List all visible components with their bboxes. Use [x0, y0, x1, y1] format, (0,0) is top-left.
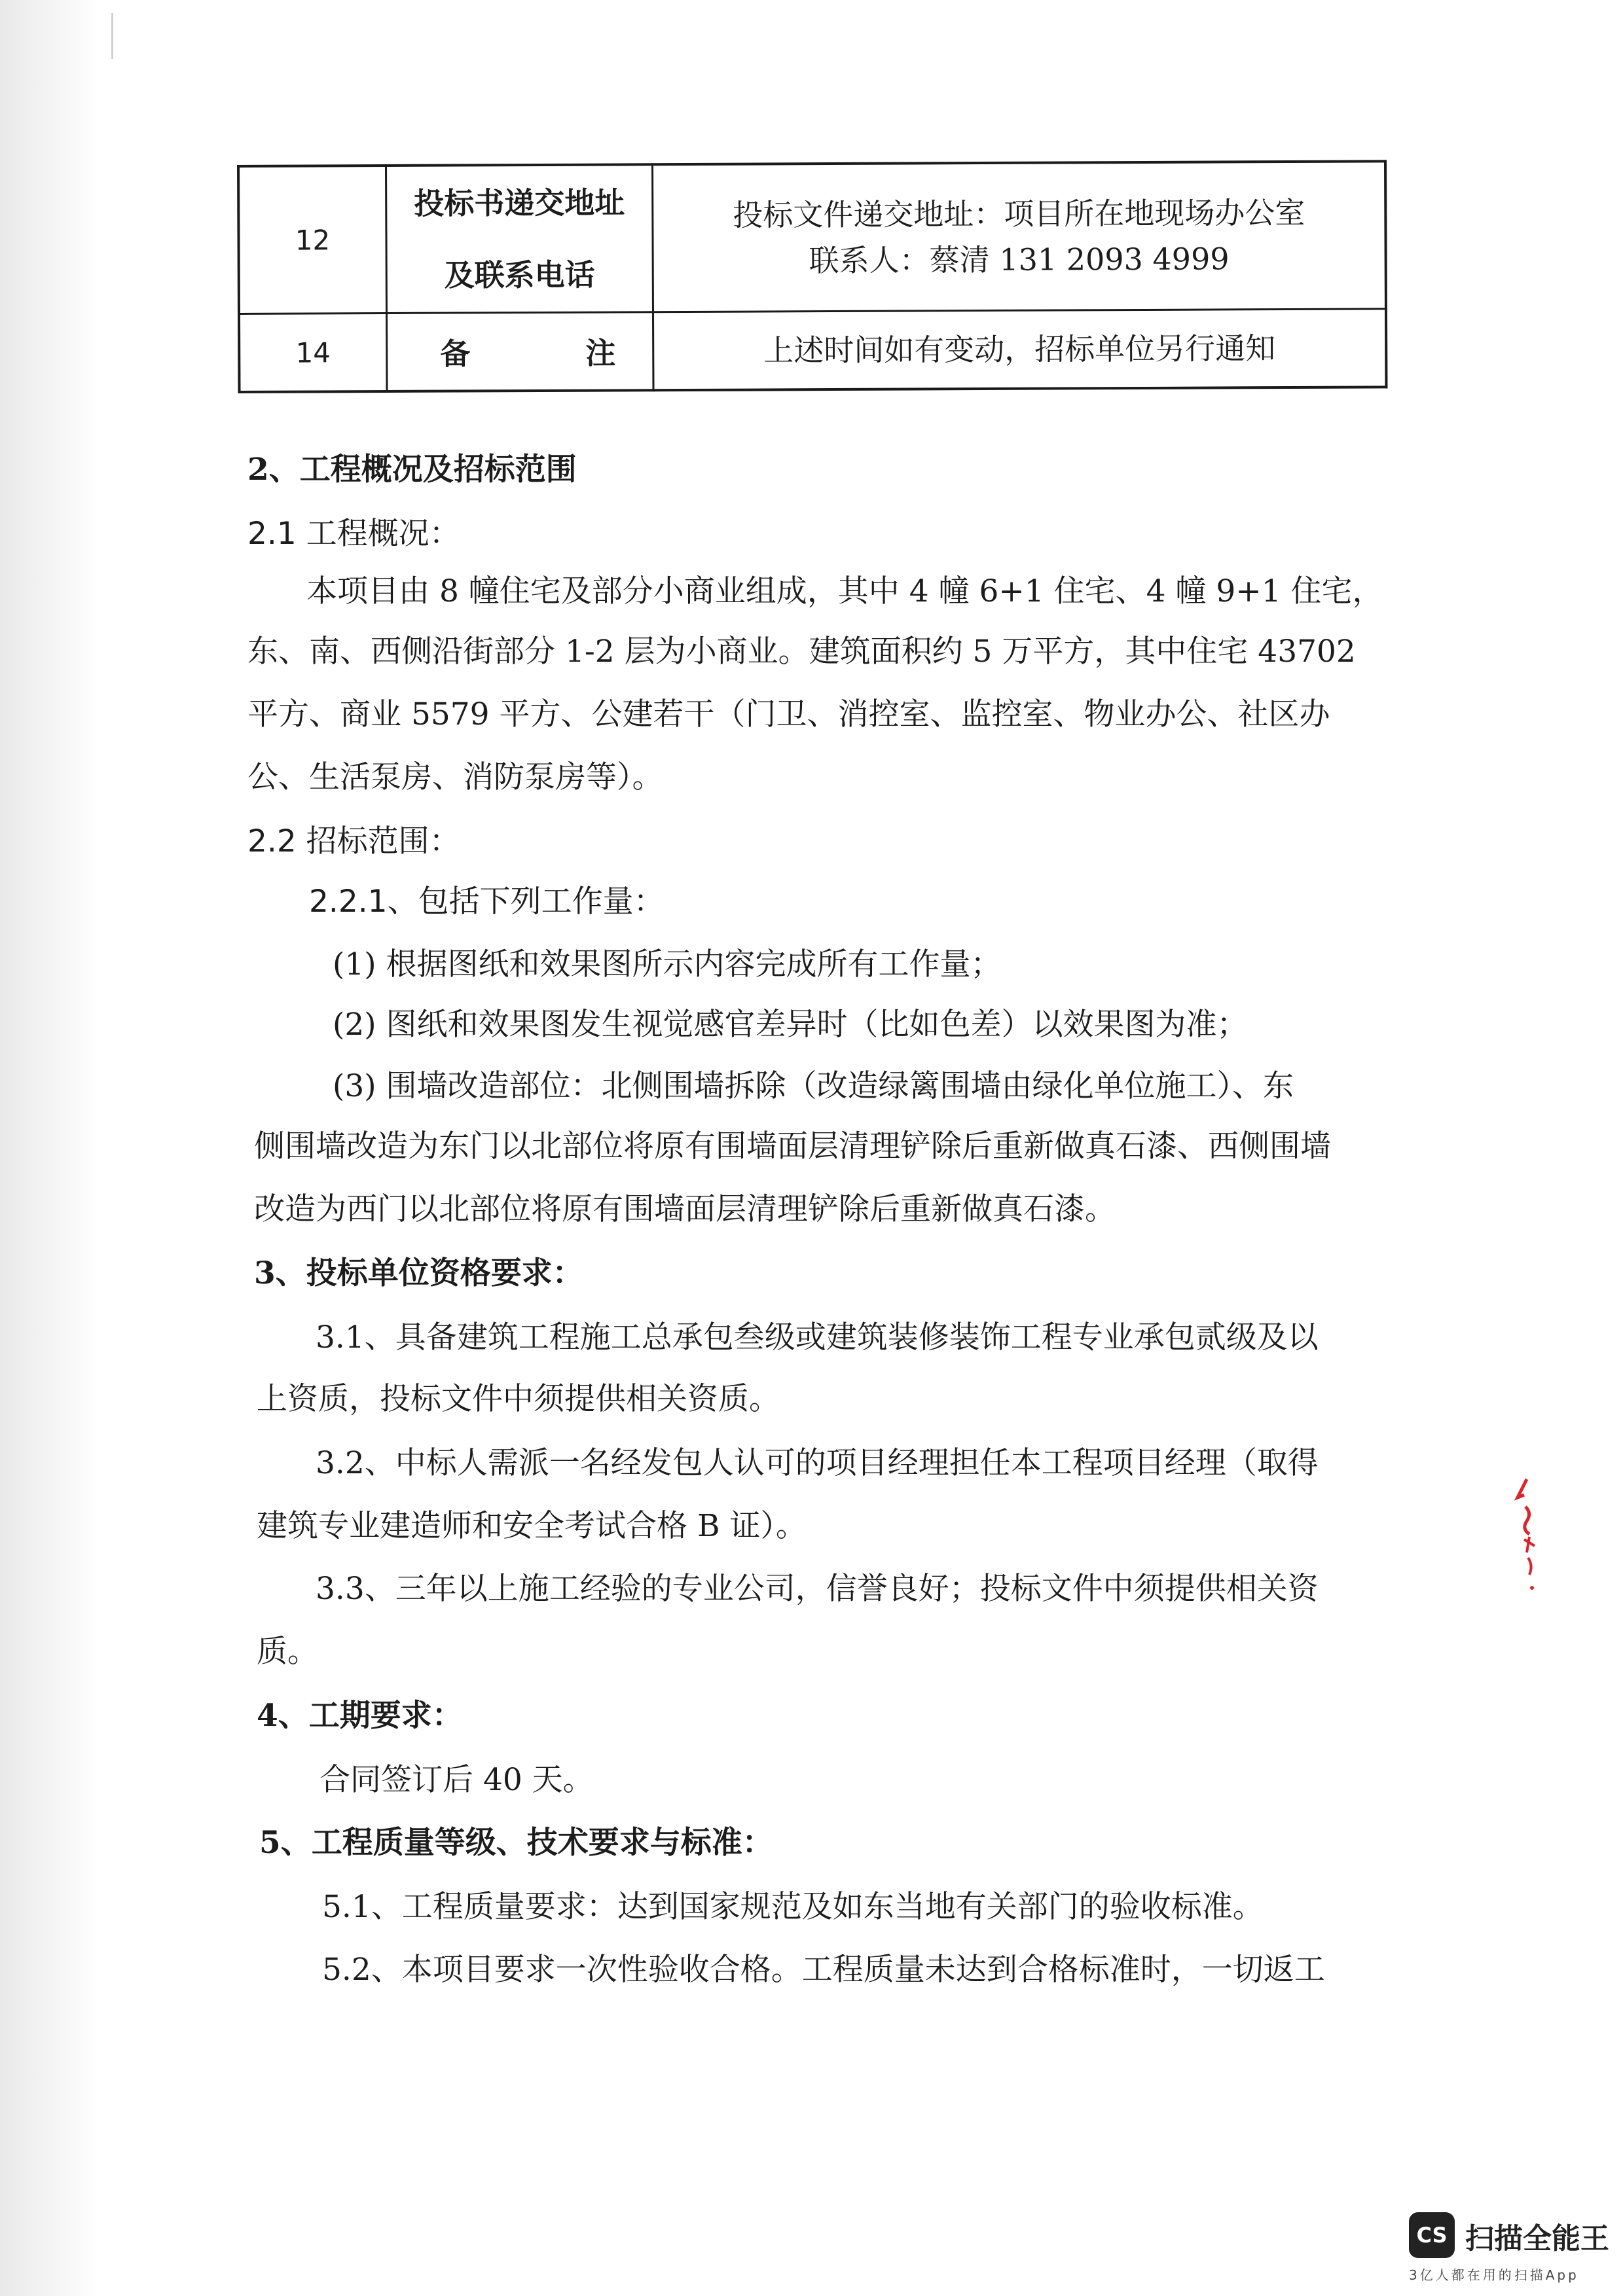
watermark-title: 扫描全能王 — [1465, 2222, 1609, 2255]
paragraph-line: 公、生活泵房、消防泵房等）。 — [247, 759, 663, 795]
paragraph-line: 上资质，投标文件中须提供相关资质。 — [257, 1381, 780, 1417]
section-heading: 4、工期要求： — [257, 1698, 463, 1734]
row-content-line: 投标文件递交地址：项目所在地现场办公室 — [733, 194, 1305, 233]
list-item: (3) 围墙改造部位：北侧围墙拆除（改造绿篱围墙由绿化单位施工）、东 — [333, 1068, 1294, 1104]
list-item: (1) 根据图纸和效果图所示内容完成所有工作量； — [333, 946, 1002, 982]
paragraph-line: 3.3、三年以上施工经验的专业公司，信誉良好；投标文件中须提供相关资 — [316, 1571, 1319, 1607]
info-table — [237, 160, 1388, 393]
section-heading: 5、工程质量等级、技术要求与标准： — [259, 1825, 773, 1861]
row-item — [386, 164, 653, 313]
paragraph-line: 5.2、本项目要求一次性验收合格。工程质量未达到合格标准时，一切返工 — [322, 1952, 1325, 1988]
watermark-subtitle: 3亿人都在用的扫描App — [1409, 2267, 1579, 2283]
paragraph-line: 东、南、西侧沿街部分 1-2 层为小商业。建筑面积约 5 万平方，其中住宅 43702 — [247, 634, 1356, 670]
row-item-line: 投标书递交地址 — [414, 185, 625, 221]
paragraph-line: 改造为西门以北部位将原有围墙面层清理铲除后重新做真石漆。 — [254, 1191, 1116, 1227]
paragraph-line: 本项目由 8 幢住宅及部分小商业组成，其中 4 幢 6+1 住宅、4 幢 9+1 住宅， — [306, 573, 1383, 609]
table-row — [238, 161, 1386, 314]
row-content: 上述时间如有变动，招标单位另行通知 — [653, 309, 1386, 390]
paragraph-line: 合同签订后 40 天。 — [319, 1762, 594, 1798]
subsection-title: 2.1 工程概况： — [247, 516, 460, 552]
row-number: 14 — [239, 314, 387, 392]
scan-shadow — [0, 0, 98, 2296]
camscanner-logo-icon: CS — [1409, 2212, 1455, 2258]
section-heading: 2、工程概况及招标范围 — [247, 452, 577, 488]
row-item-char: 备 — [440, 336, 471, 372]
paragraph-line: 建筑专业建造师和安全考试合格 B 证）。 — [257, 1508, 807, 1544]
scanner-watermark — [1401, 2207, 1611, 2286]
section-heading: 3、投标单位资格要求： — [254, 1255, 583, 1291]
row-item — [386, 312, 653, 391]
paragraph-line: 5.1、工程质量要求：达到国家规范及如东当地有关部门的验收标准。 — [322, 1889, 1264, 1925]
table-row — [239, 309, 1387, 392]
row-content — [653, 161, 1386, 312]
paragraph-line: 3.2、中标人需派一名经发包人认可的项目经理担任本工程项目经理（取得 — [316, 1445, 1319, 1481]
row-content-line: 联系人：蔡清 131 2093 4999 — [809, 241, 1230, 279]
paragraph-line: 侧围墙改造为东门以北部位将原有围墙面层清理铲除后重新做真石漆、西侧围墙 — [254, 1128, 1331, 1164]
list-item: (2) 图纸和效果图发生视觉感官差异时（比如色差）以效果图为准； — [333, 1007, 1248, 1043]
subsection-title: 2.2 招标范围： — [247, 823, 460, 859]
row-item-char: 注 — [585, 335, 616, 371]
row-number: 12 — [238, 166, 386, 314]
seal-stamp-fragment — [1486, 1466, 1565, 1597]
subsection-title: 2.2.1、包括下列工作量： — [309, 884, 665, 920]
binding-mark — [111, 13, 113, 59]
paragraph-line: 平方、商业 5579 平方、公建若干（门卫、消控室、监控室、物业办公、社区办 — [247, 696, 1330, 732]
paragraph-line: 3.1、具备建筑工程施工总承包叁级或建筑装修装饰工程专业承包贰级及以 — [316, 1319, 1319, 1355]
paragraph-line: 质。 — [257, 1634, 318, 1670]
row-item-line: 及联系电话 — [444, 257, 595, 293]
